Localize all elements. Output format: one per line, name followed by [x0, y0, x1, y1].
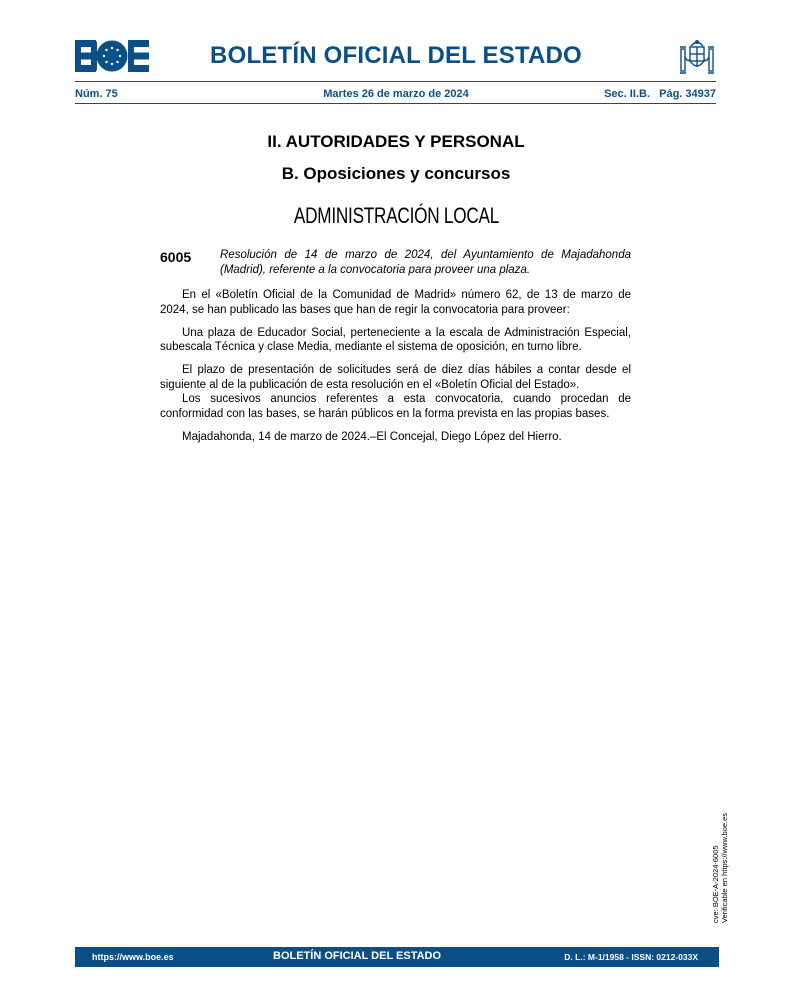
organization-heading-text: ADMINISTRACIÓN LOCAL: [293, 203, 499, 228]
subsection-heading: B. Oposiciones y concursos: [281, 164, 511, 183]
coat-of-arms-icon: [678, 37, 716, 77]
document-body: [160, 288, 631, 453]
footer-bar: [75, 947, 719, 967]
body-paragraph-1: En el «Boletín Oficial de la Comunidad de Madrid» número 62, de 13 de marzo de 2024, se han publicado las bases que han de regir la convocatoria para proveer:: [160, 289, 631, 316]
section-heading: II. AUTORIDADES Y PERSONAL: [267, 132, 525, 151]
gazette-title: BOLETÍN OFICIAL DEL ESTADO: [210, 42, 582, 69]
footer-legal: D. L.: M-1/1958 - ISSN: 0212-033X: [564, 952, 698, 962]
body-paragraph-3: El plazo de presentación de solicitudes será de diez días hábiles a contar desde el siguiente al de la publicación de esta resolución en el «Boletín Oficial del Estado».: [160, 364, 631, 391]
cve-code: cve: BOE-A-2024-6005: [711, 845, 720, 923]
organization-heading: [0, 203, 792, 229]
resolution-title: Resolución de 14 de marzo de 2024, del Ayuntamiento de Majadahonda (Madrid), referente a la convocatoria para proveer una plaza.: [220, 249, 631, 276]
verification-sidebar: [711, 793, 735, 923]
header-divider-top: [75, 81, 716, 82]
footer-url-link[interactable]: https://www.boe.es: [92, 952, 174, 962]
issue-number: Núm. 75: [75, 88, 118, 100]
body-paragraph-2: Una plaza de Educador Social, perteneciente a la escala de Administración Especial, subescala Técnica y clase Media, mediante el sistema de oposición, en turno libre.: [160, 326, 631, 353]
footer-title: BOLETÍN OFICIAL DEL ESTADO: [273, 950, 442, 962]
header-divider-bottom: [75, 103, 716, 104]
body-signature: Majadahonda, 14 de marzo de 2024.–El Concejal, Diego López del Hierro.: [182, 430, 562, 443]
boe-logo-icon: [75, 40, 149, 72]
issue-date: Martes 26 de marzo de 2024: [323, 88, 469, 100]
body-paragraph-4: Los sucesivos anuncios referentes a esta convocatoria, cuando procedan de conformidad con las bases, se harán públicos en la forma prevista en las propias bases.: [160, 393, 631, 420]
section-page: Sec. II.B. Pág. 34937: [604, 88, 716, 100]
resolution-number: 6005: [160, 249, 192, 265]
verification-link[interactable]: Verificable en https://www.boe.es: [720, 812, 729, 923]
